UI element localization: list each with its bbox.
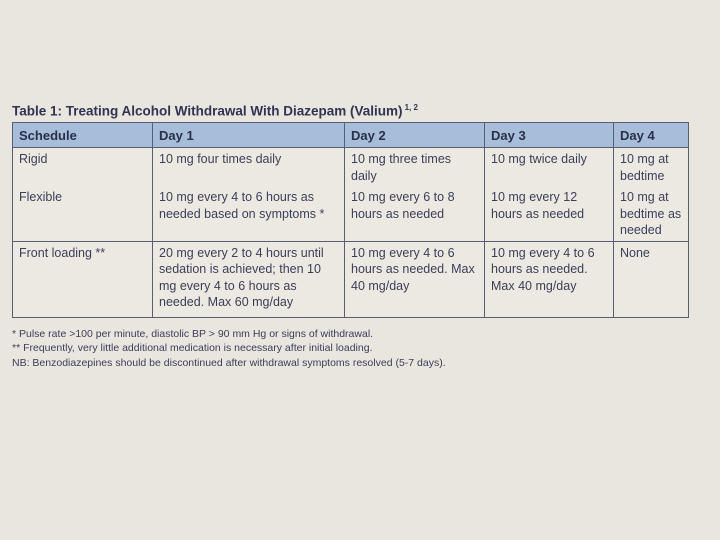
table-title-text: Table 1: Treating Alcohol Withdrawal With Diazepam (Valium) — [12, 103, 403, 119]
table-row — [13, 186, 689, 241]
row-rigid-day-1: 10 mg four times daily — [153, 148, 345, 187]
row-front-loading-day-3: 10 mg every 4 to 6 hours as needed. Max 40 mg/day — [485, 241, 614, 317]
table-row — [13, 241, 689, 317]
footnote-pulse-rate: * Pulse rate >100 per minute, diastolic BP > 90 mm Hg or signs of withdrawal. — [12, 327, 374, 340]
table-row — [13, 148, 689, 187]
row-flexible-day-3: 10 mg every 12 hours as needed — [485, 186, 614, 241]
row-front-loading-day-1: 20 mg every 2 to 4 hours until sedation is achieved; then 10 mg every 4 to 6 hours as needed. Max 60 mg/day — [153, 241, 345, 317]
row-front-loading-day-4: None — [614, 241, 689, 317]
header-day-3: Day 3 — [485, 123, 614, 148]
row-flexible-day-4: 10 mg at bedtime as needed — [614, 186, 689, 241]
row-rigid-day-2: 10 mg three times daily — [345, 148, 485, 187]
title-row — [12, 100, 688, 122]
header-day-1: Day 1 — [153, 123, 345, 148]
document — [12, 100, 688, 370]
row-rigid-day-4: 10 mg at bedtime — [614, 148, 689, 187]
row-rigid-schedule: Rigid — [13, 148, 153, 187]
row-rigid-day-3: 10 mg twice daily — [485, 148, 614, 187]
row-front-loading-schedule: Front loading ** — [13, 241, 153, 317]
row-flexible-schedule: Flexible — [13, 186, 153, 241]
row-front-loading-day-2: 10 mg every 4 to 6 hours as needed. Max 40 mg/day — [345, 241, 485, 317]
row-flexible-day-2: 10 mg every 6 to 8 hours as needed — [345, 186, 485, 241]
table-title — [12, 103, 418, 119]
footnote-frequently: ** Frequently, very little additional medication is necessary after initial loading. — [12, 342, 373, 354]
footnotes — [12, 327, 688, 371]
header-schedule: Schedule — [13, 123, 153, 148]
footnote-benzodiazepines: NB: Benzodiazepines should be discontinued after withdrawal symptoms resolved (5-7 days). — [12, 356, 446, 369]
row-flexible-day-1: 10 mg every 4 to 6 hours as needed based on symptoms * — [153, 186, 345, 241]
withdrawal-table — [12, 122, 689, 318]
header-day-2: Day 2 — [345, 123, 485, 148]
header-row — [13, 123, 689, 148]
title-reference-superscript: 1, 2 — [404, 103, 418, 112]
header-day-4: Day 4 — [614, 123, 689, 148]
